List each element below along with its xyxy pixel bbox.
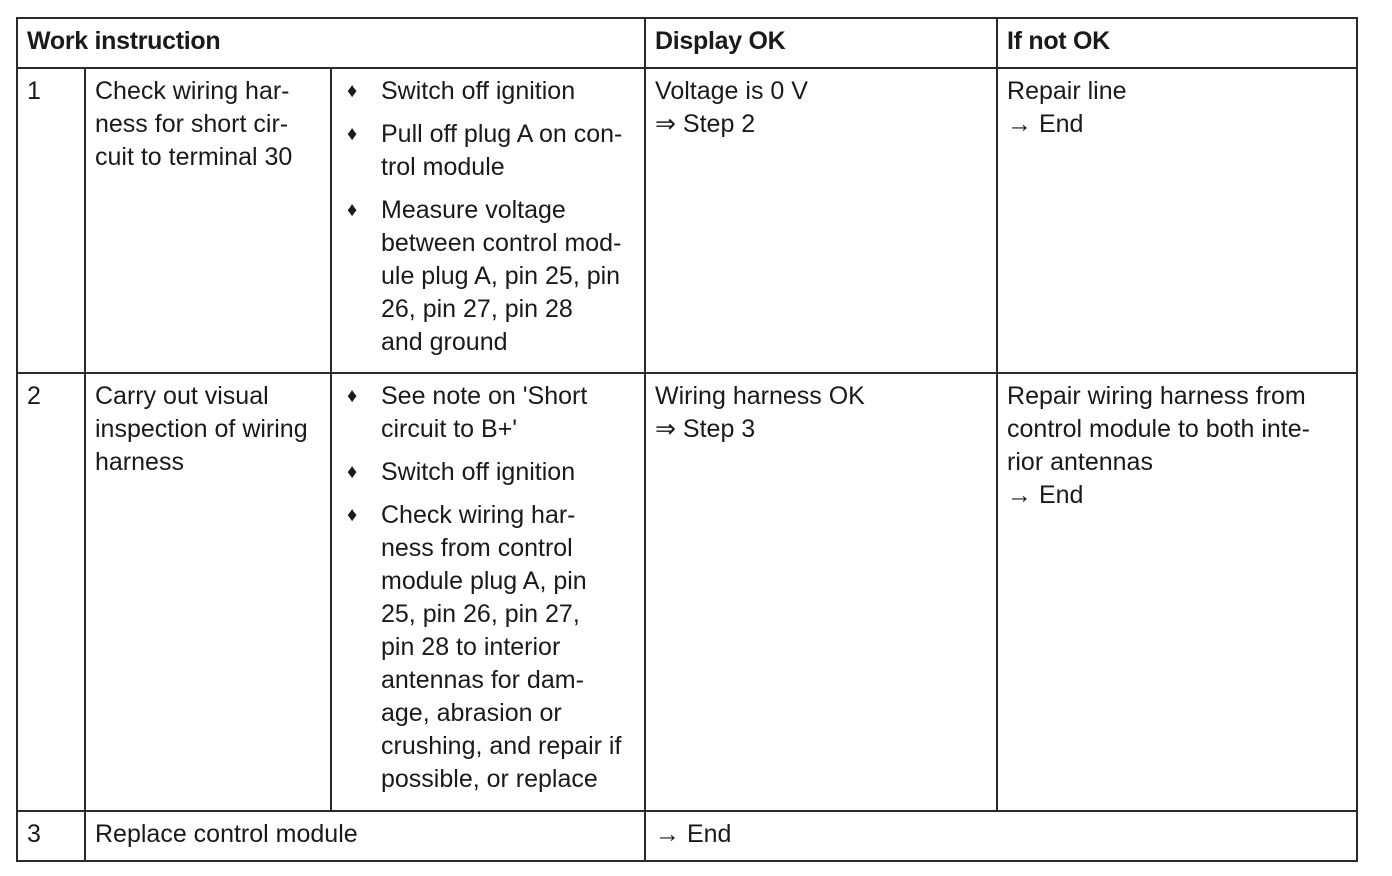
header-display-ok: Display OK (645, 18, 997, 68)
list-item: ♦ Check wiring har- ness from control module plug A, pin 25, pin 26, pin 27, pin 28 to interior antennas for dam- age, abrasion or crushing, and repair if possible, or replace (347, 501, 622, 793)
header-row (17, 18, 1357, 68)
step-actions (331, 68, 645, 373)
display-ok-cell: Wiring harness OK ⇒ Step 3 (645, 373, 997, 811)
step-number: 1 (17, 68, 85, 373)
list-item: ♦ See note on 'Short circuit to B+' (347, 382, 588, 443)
if-not-ok-cell: Repair line → End (997, 68, 1357, 373)
diamond-bullet-icon: ♦ (347, 461, 358, 483)
list-item: ♦ Measure voltage between control mod- ule plug A, pin 25, pin 26, pin 27, pin 28 and ground (347, 196, 622, 356)
if-not-ok-cell: Repair wiring harness from control module to both inte- rior antennas → End (997, 373, 1357, 811)
result-cell: → End (645, 811, 1357, 861)
table-row (17, 373, 1357, 811)
table-row (17, 811, 1357, 861)
list-item: ♦ Switch off ignition (341, 456, 635, 489)
diamond-bullet-icon: ♦ (347, 123, 358, 145)
step-number: 2 (17, 373, 85, 811)
diamond-bullet-icon: ♦ (347, 80, 358, 102)
diamond-bullet-icon: ♦ (347, 385, 358, 407)
diamond-bullet-icon: ♦ (347, 199, 358, 221)
list-item: ♦ Switch off ignition (341, 75, 635, 108)
step-description: Replace control module (85, 811, 645, 861)
step-description: Carry out visual inspection of wiring harness (85, 373, 331, 811)
table-row (17, 68, 1357, 373)
step-number: 3 (17, 811, 85, 861)
header-if-not-ok: If not OK (997, 18, 1357, 68)
list-item: ♦ Pull off plug A on con- trol module (347, 120, 623, 181)
work-instruction-table (16, 17, 1358, 862)
step-actions (331, 373, 645, 811)
step-description: Check wiring har- ness for short cir- cuit to terminal 30 (85, 68, 331, 373)
header-work-instruction: Work instruction (17, 18, 645, 68)
display-ok-cell: Voltage is 0 V ⇒ Step 2 (645, 68, 997, 373)
diamond-bullet-icon: ♦ (347, 504, 358, 526)
